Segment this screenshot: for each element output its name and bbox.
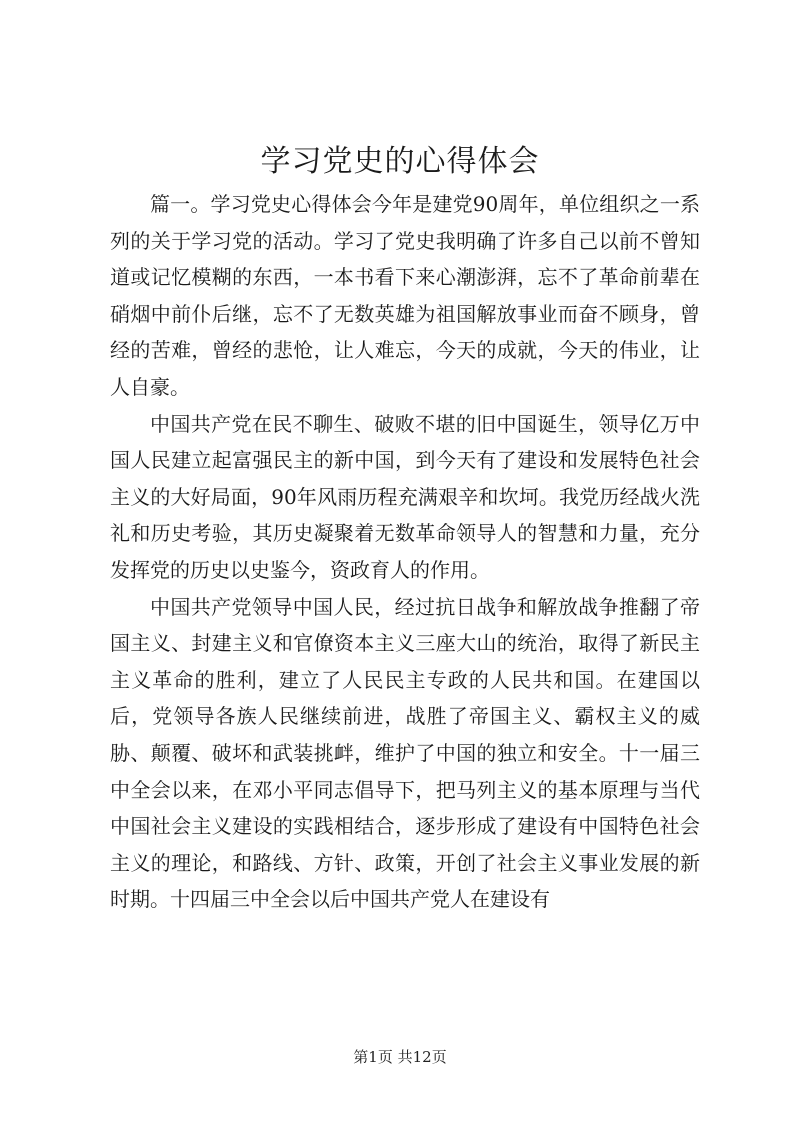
page-title: 学习党史的心得体会 <box>260 144 540 179</box>
page-footer: 第1页 共12页 <box>353 1048 447 1066</box>
document-body <box>110 186 700 918</box>
paragraph-3: 中国共产党领导中国人民，经过抗日战争和解放战争推翻了帝国主义、封建主义和官僚资本主义三座大山的统治，取得了新民主主义革命的胜利，建立了人民民主专政的人民共和国。在建国以后，党领导各族人民继续前进，战胜了帝国主义、霸权主义的威胁、颠覆、破坏和武装挑衅，维护了中国的独立和安全。十一届三中全会以来，在邓小平同志倡导下，把马列主义的基本原理与当代中国社会主义建设的实践相结合，逐步形成了建设有中国特色社会主义的理论，和路线、方针、政策，开创了社会主义事业发展的新时期。十四届三中全会以后中国共产党人在建设有 <box>110 594 700 912</box>
paragraph-1: 篇一。学习党史心得体会今年是建党90周年，单位组织之一系列的关于学习党的活动。学习了党史我明确了许多自己以前不曾知道或记忆模糊的东西，一本书看下来心潮澎湃，忘不了革命前辈在硝烟中前仆后继，忘不了无数英雄为祖国解放事业而奋不顾身，曾经的苦难，曾经的悲怆，让人难忘，今天的成就，今天的伟业，让人自豪。 <box>110 192 700 399</box>
paragraph-2: 中国共产党在民不聊生、破败不堪的旧中国诞生，领导亿万中国人民建立起富强民主的新中国，到今天有了建设和发展特色社会主义的大好局面，90年风雨历程充满艰辛和坎坷。我党历经战火洗礼和历史考验，其历史凝聚着无数革命领导人的智慧和力量，充分发挥党的历史以史鉴今，资政育人的作用。 <box>110 411 700 582</box>
